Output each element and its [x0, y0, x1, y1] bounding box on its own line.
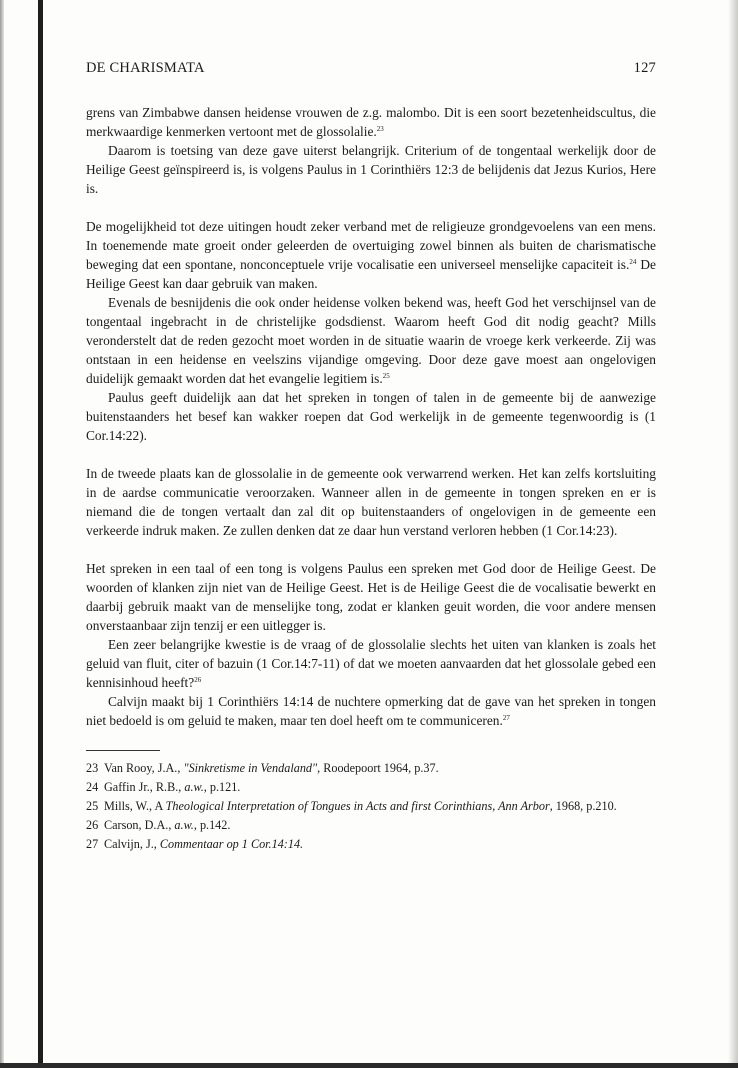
footnote-reference: 25: [382, 372, 390, 380]
footnote: [86, 836, 656, 852]
footnote-italic-text: a.w.: [184, 780, 204, 794]
footnote-text: , Roodepoort 1964, p.37.: [317, 761, 439, 775]
footnote-separator: [86, 750, 160, 751]
footnote-reference: 24: [629, 258, 637, 266]
page-edge-left: [0, 0, 4, 1068]
footnote-text: Mills, W., A: [104, 799, 166, 813]
footnote-citation: [104, 779, 656, 795]
footnote-text: Calvijn, J.,: [104, 837, 160, 851]
page-content: [86, 60, 656, 855]
footnote-italic-text: a.w.: [174, 818, 194, 832]
footnote-text: , 1968, p.210.: [549, 799, 617, 813]
footnote-text: , p.121.: [203, 780, 241, 794]
binding-spine: [38, 0, 43, 1068]
footnote-citation: [104, 817, 656, 833]
body-text: [86, 103, 656, 730]
footnote-italic-text: Commentaar op 1 Cor.14:14.: [159, 837, 304, 851]
paragraph: [86, 217, 656, 293]
footnote-italic-text: Theological Interpretation of Tongues in Acts and first Corinthians, Ann Arbor: [165, 799, 550, 813]
paragraph-text: Een zeer belangrijke kwestie is de vraag of de glossolalie slechts het uiten van klanken is zoals het geluid van fluit, citer of bazuin (1 Cor.14:7-11) of dat we moeten aanvaarden dat het glossolale gebed een kennisinhoud heeft?: [86, 637, 656, 690]
paragraph-text: Het spreken in een taal of een tong is volgens Paulus een spreken met God door de Heilige Geest. De woorden of klanken zijn niet van de Heilige Geest. Het is de Heilige Geest die de vocalisatie bewerkt en daarbij gebruik maakt van de menselijke tong, zodat er klanken geuit worden, die voor andere mensen onverstaanbaar zijn tenzij er een uitlegger is.: [86, 561, 656, 633]
paragraph-text: Calvijn maakt bij 1 Corinthiërs 14:14 de nuchtere opmerking dat de gave van het spreken in tongen niet bedoeld is om geluid te maken, maar ten doel heeft om te communiceren.: [86, 694, 656, 728]
paragraph: [86, 692, 656, 730]
paragraph: [86, 293, 656, 388]
paragraph-text: In de tweede plaats kan de glossolalie in de gemeente ook verwarrend werken. Het kan zelfs kortsluiting in de aardse communicatie veroorzaken. Wanneer allen in de gemeente in tongen spreken en er is niemand die de tongen vertaalt dan zal dit op buitenstaanders of ongelovigen in de gemeente een verkeerde indruk maken. Ze zullen denken dat ze daar hun verstand verloren hebben (1 Cor.14:23).: [86, 466, 656, 538]
paragraph-text: Daarom is toetsing van deze gave uiterst belangrijk. Criterium of de tongentaal werkelijk door de Heilige Geest geïnspireerd is, is volgens Paulus in 1 Corinthiërs 12:3 de belijdenis dat Jezus Kurios, Here is.: [86, 143, 656, 196]
footnote-number: 26: [86, 818, 99, 832]
footnote-reference: 27: [502, 714, 510, 722]
footnote-number: 25: [86, 799, 99, 813]
footnote: [86, 798, 656, 814]
footnote-italic-text: "Sinkretisme in Vendaland": [183, 761, 318, 775]
paragraph: [86, 464, 656, 540]
footnote-citation: [104, 836, 656, 852]
footnote-reference: 23: [376, 125, 384, 133]
footnote-citation: [104, 760, 656, 776]
footnote: [86, 779, 656, 795]
page-edge-right: [728, 0, 738, 1068]
footnote: [86, 760, 656, 776]
footnote-reference: 26: [194, 676, 202, 684]
footnote: [86, 817, 656, 833]
paragraph-text: Paulus geeft duidelijk aan dat het spreken in tongen of talen in de gemeente bij de aanwezige buitenstaanders het besef kan wakker roepen dat God werkelijk in de gemeente tegenwoordig is (1 Cor.14:22).: [86, 390, 656, 443]
paragraph-text: grens van Zimbabwe dansen heidense vrouwen de z.g. malombo. Dit is een soort bezetenheidscultus, die merkwaardige kenmerken vertoont met de glossolalie.: [86, 105, 656, 139]
running-header: [86, 60, 656, 77]
footnotes: [86, 760, 656, 852]
page-edge-bottom: [0, 1063, 738, 1068]
paragraph: [86, 141, 656, 198]
paragraph-text: De mogelijkheid tot deze uitingen houdt zeker verband met de religieuze grondgevoelens van een mens. In toenemende mate groeit onder geleerden de overtuiging zowel binnen als buiten de charismatische beweging dat een spontane, nonconceptuele vrije vocalisatie een universeel menselijke capaciteit is.: [86, 219, 656, 272]
footnote-text: Carson, D.A.,: [104, 818, 175, 832]
paragraph: [86, 559, 656, 635]
footnote-text: Van Rooy, J.A.,: [104, 761, 184, 775]
footnote-number: 24: [86, 780, 99, 794]
footnote-citation: [104, 798, 656, 814]
footnote-text: Gaffin Jr., R.B.,: [104, 780, 185, 794]
paragraph: [86, 388, 656, 445]
paragraph: [86, 635, 656, 692]
chapter-title: DE CHARISMATA: [86, 60, 205, 76]
paragraph-text: De Heilige Geest kan daar gebruik van maken.: [86, 257, 656, 291]
footnote-text: , p.142.: [193, 818, 231, 832]
paragraph-text: Evenals de besnijdenis die ook onder heidense volken bekend was, heeft God het verschijnsel van de tongentaal ingebracht in de christelijke godsdienst. Waarom heeft God dit nodig geacht? Mills veronderstelt dat de reden gezocht moet worden in de situatie waarin de vroege kerk verkeerde. Zij was ontstaan in een heidense en veelszins vijandige omgeving. Door deze gave moest aan ongelovigen duidelijk gemaakt worden dat het evangelie legitiem is.: [86, 295, 656, 386]
page-number: 127: [633, 60, 656, 76]
footnote-number: 27: [86, 837, 99, 851]
paragraph: [86, 103, 656, 141]
footnote-number: 23: [86, 761, 99, 775]
